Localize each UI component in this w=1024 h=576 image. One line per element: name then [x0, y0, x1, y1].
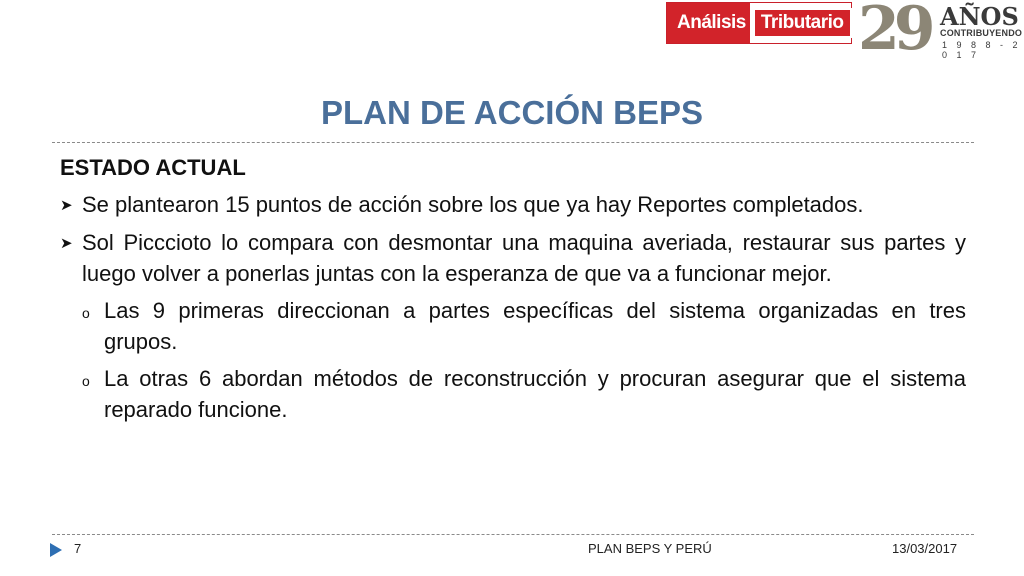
- circle-bullet-icon: o: [82, 373, 90, 389]
- page-number: 7: [74, 541, 82, 556]
- bullet-item: [60, 189, 966, 221]
- arrow-bullet-icon: ➤: [60, 197, 73, 214]
- play-arrow-icon: [50, 543, 62, 557]
- footer-divider: [52, 534, 974, 535]
- bullet-item: [60, 227, 966, 289]
- circle-bullet-icon: o: [82, 305, 90, 321]
- anniversary-contribuyendo: CONTRIBUYENDO: [940, 28, 1023, 38]
- anniversary-years: 1 9 8 8 - 2 0 1 7: [942, 40, 1022, 60]
- anniversary-number: 29: [858, 0, 930, 64]
- bullet-text: Se plantearon 15 puntos de acción sobre los que ya hay Reportes completados.: [82, 192, 864, 217]
- sub-bullet-text: La otras 6 abordan métodos de reconstrucción y procuran asegurar que el sistema reparado funcione.: [104, 366, 966, 422]
- anniversary-anos: AÑOS: [940, 2, 1019, 31]
- arrow-bullet-icon: ➤: [60, 235, 73, 252]
- footer-date: 13/03/2017: [892, 541, 958, 556]
- bullet-text: Sol Picccioto lo compara con desmontar una maquina averiada, restaurar sus partes y luego volver a ponerlas juntas con la esperanza de que va a funcionar mejor.: [82, 230, 966, 286]
- sub-bullet-item: [82, 295, 966, 357]
- sub-bullet-text: Las 9 primeras direccionan a partes específicas del sistema organizadas en tres grupos.: [104, 298, 966, 354]
- title-divider: [52, 142, 974, 143]
- logo-tributario-text: Tributario: [753, 8, 852, 38]
- footer-title: PLAN BEPS Y PERÚ: [588, 541, 712, 556]
- anniversary-logo: [858, 0, 1024, 64]
- slide-content: [60, 152, 966, 431]
- slide-title: PLAN DE ACCIÓN BEPS: [321, 94, 703, 131]
- analisis-tributario-logo: [666, 2, 852, 44]
- slide-footer: [0, 538, 1024, 562]
- logo-analisis-text: Análisis: [667, 3, 750, 43]
- section-heading: ESTADO ACTUAL: [60, 155, 246, 180]
- sub-bullet-item: [82, 363, 966, 425]
